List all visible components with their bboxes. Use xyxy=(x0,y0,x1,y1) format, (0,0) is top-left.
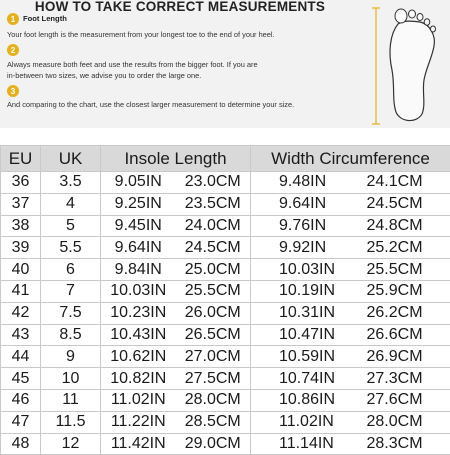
table-cell: 27.3CM xyxy=(363,368,450,390)
table-cell: 8.5 xyxy=(41,324,101,346)
table-cell: 27.5CM xyxy=(176,368,251,390)
column-header-uk: UK xyxy=(41,146,101,172)
table-cell: 25.5CM xyxy=(363,259,450,281)
table-cell: 43 xyxy=(1,324,41,346)
table-cell: 24.8CM xyxy=(363,215,450,237)
table-cell: 28.3CM xyxy=(363,433,450,455)
table-cell: 47 xyxy=(1,411,41,433)
table-cell: 39 xyxy=(1,237,41,259)
table-cell: 10.62IN xyxy=(101,346,176,368)
table-header-row xyxy=(1,146,450,172)
table-cell: 9.05IN xyxy=(101,172,176,194)
table-cell: 9 xyxy=(41,346,101,368)
table-cell: 11.22IN xyxy=(101,411,176,433)
table-row xyxy=(1,324,450,346)
step-1 xyxy=(7,13,67,25)
table-cell: 9.84IN xyxy=(101,259,176,281)
table-cell: 3.5 xyxy=(41,172,101,194)
table-cell: 24.1CM xyxy=(363,172,450,194)
table-cell: 11.14IN xyxy=(251,433,363,455)
table-row xyxy=(1,237,450,259)
table-cell: 25.5CM xyxy=(176,280,251,302)
table-row xyxy=(1,302,450,324)
table-cell: 10.86IN xyxy=(251,389,363,411)
measurement-guide-panel xyxy=(0,0,450,128)
step-2-text-line-2: in-between two sizes, we advise you to order the large one. xyxy=(7,70,201,81)
table-row xyxy=(1,368,450,390)
table-row xyxy=(1,389,450,411)
table-cell: 24.0CM xyxy=(176,215,251,237)
table-cell: 48 xyxy=(1,433,41,455)
table-cell: 10 xyxy=(41,368,101,390)
table-cell: 27.0CM xyxy=(176,346,251,368)
table-cell: 40 xyxy=(1,259,41,281)
table-row xyxy=(1,259,450,281)
table-cell: 5.5 xyxy=(41,237,101,259)
table-cell: 10.03IN xyxy=(251,259,363,281)
step-3-text: And comparing to the chart, use the closest larger measurement to determine your size. xyxy=(7,99,294,110)
table-cell: 10.23IN xyxy=(101,302,176,324)
table-row xyxy=(1,215,450,237)
table-cell: 23.0CM xyxy=(176,172,251,194)
column-header-width-circumference: Width Circumference xyxy=(251,146,450,172)
table-cell: 45 xyxy=(1,368,41,390)
table-cell: 7.5 xyxy=(41,302,101,324)
table-cell: 26.6CM xyxy=(363,324,450,346)
step-number-badge: 3 xyxy=(7,85,19,97)
table-cell: 9.64IN xyxy=(101,237,176,259)
table-cell: 10.03IN xyxy=(101,280,176,302)
table-row xyxy=(1,172,450,194)
table-cell: 10.82IN xyxy=(101,368,176,390)
column-header-eu: EU xyxy=(1,146,41,172)
table-cell: 41 xyxy=(1,280,41,302)
table-cell: 11.5 xyxy=(41,411,101,433)
table-row xyxy=(1,193,450,215)
step-number-badge: 1 xyxy=(7,13,19,25)
step-1-text: Your foot length is the measurement from your longest toe to the end of your heel. xyxy=(7,29,275,40)
table-cell: 29.0CM xyxy=(176,433,251,455)
table-cell: 11.02IN xyxy=(101,389,176,411)
table-cell: 24.5CM xyxy=(363,193,450,215)
table-cell: 10.74IN xyxy=(251,368,363,390)
table-cell: 46 xyxy=(1,389,41,411)
table-cell: 27.6CM xyxy=(363,389,450,411)
table-cell: 23.5CM xyxy=(176,193,251,215)
table-cell: 26.0CM xyxy=(176,302,251,324)
table-cell: 10.19IN xyxy=(251,280,363,302)
table-cell: 28.0CM xyxy=(176,389,251,411)
table-cell: 25.2CM xyxy=(363,237,450,259)
table-cell: 9.64IN xyxy=(251,193,363,215)
table-cell: 7 xyxy=(41,280,101,302)
table-cell: 25.0CM xyxy=(176,259,251,281)
table-cell: 10.47IN xyxy=(251,324,363,346)
step-2 xyxy=(7,44,19,56)
table-cell: 11.02IN xyxy=(251,411,363,433)
column-header-insole-length: Insole Length xyxy=(101,146,251,172)
table-cell: 36 xyxy=(1,172,41,194)
table-cell: 12 xyxy=(41,433,101,455)
table-cell: 42 xyxy=(1,302,41,324)
foot-illustration xyxy=(368,0,450,128)
table-cell: 26.9CM xyxy=(363,346,450,368)
table-cell: 37 xyxy=(1,193,41,215)
table-cell: 9.92IN xyxy=(251,237,363,259)
step-3 xyxy=(7,85,19,97)
step-number-badge: 2 xyxy=(7,44,19,56)
table-cell: 9.45IN xyxy=(101,215,176,237)
table-cell: 10.59IN xyxy=(251,346,363,368)
table-cell: 26.2CM xyxy=(363,302,450,324)
table-row xyxy=(1,346,450,368)
guide-title: HOW TO TAKE CORRECT MEASUREMENTS xyxy=(0,0,360,14)
table-cell: 26.5CM xyxy=(176,324,251,346)
table-cell: 9.48IN xyxy=(251,172,363,194)
table-cell: 28.0CM xyxy=(363,411,450,433)
table-cell: 10.43IN xyxy=(101,324,176,346)
foot-outline-icon xyxy=(368,0,450,128)
table-cell: 4 xyxy=(41,193,101,215)
table-cell: 9.25IN xyxy=(101,193,176,215)
table-row xyxy=(1,433,450,455)
table-cell: 5 xyxy=(41,215,101,237)
table-cell: 10.31IN xyxy=(251,302,363,324)
step-2-text-line-1: Always measure both feet and use the results from the bigger foot. If you are xyxy=(7,59,258,70)
step-1-heading: Foot Length xyxy=(23,13,67,25)
table-cell: 11.42IN xyxy=(101,433,176,455)
table-cell: 6 xyxy=(41,259,101,281)
size-chart-table xyxy=(0,145,450,455)
table-row xyxy=(1,411,450,433)
table-cell: 9.76IN xyxy=(251,215,363,237)
table-cell: 24.5CM xyxy=(176,237,251,259)
table-cell: 38 xyxy=(1,215,41,237)
table-cell: 28.5CM xyxy=(176,411,251,433)
spacer xyxy=(0,128,450,145)
table-cell: 44 xyxy=(1,346,41,368)
table-cell: 25.9CM xyxy=(363,280,450,302)
table-row xyxy=(1,280,450,302)
table-cell: 11 xyxy=(41,389,101,411)
